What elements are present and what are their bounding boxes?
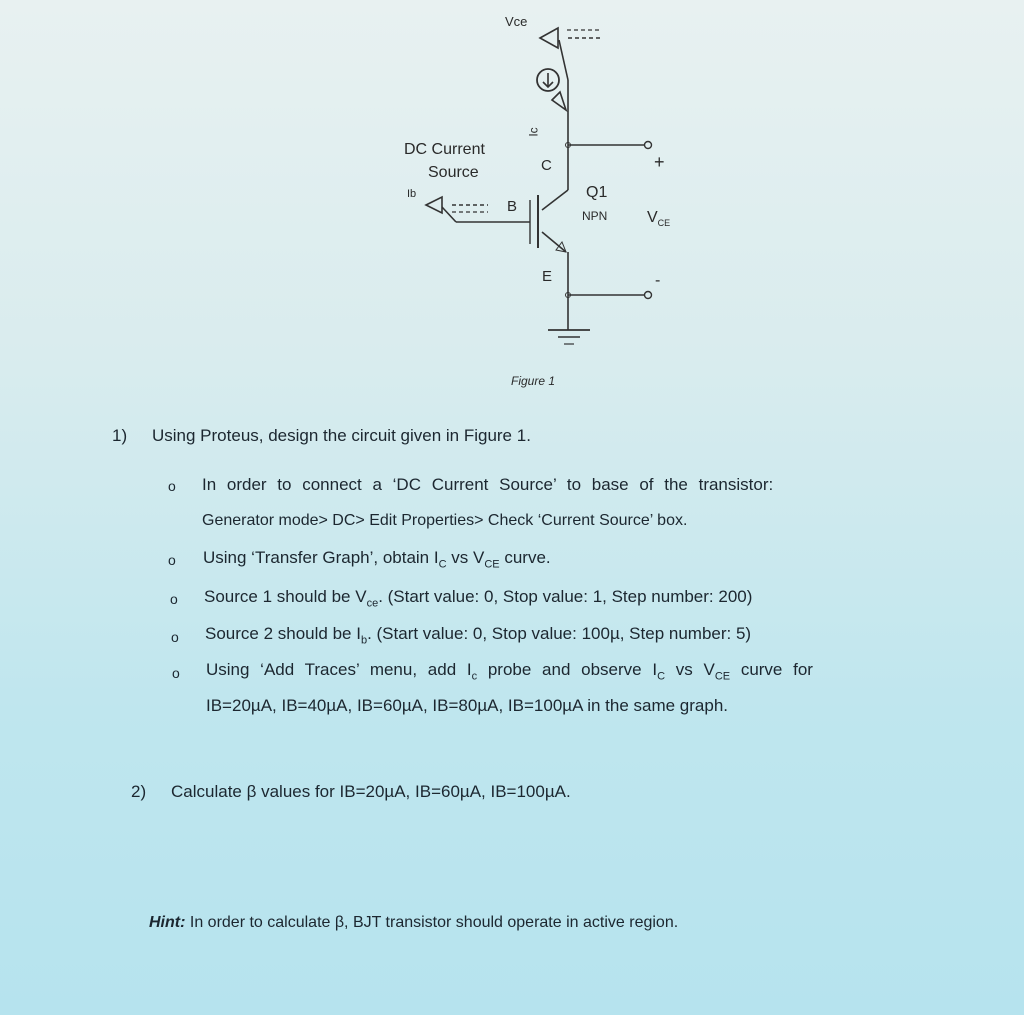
bullet-2-text: Using ‘Transfer Graph’, obtain $I_C$ vs $V_{CE}$ curve. <box>203 548 551 571</box>
collector-label: C <box>541 157 552 174</box>
bullet-1: o <box>168 478 176 494</box>
bullet-4-text: Source 2 should be $I_b$. (Start value: 0, Stop value: 100µ, Step number: 5) <box>205 624 752 647</box>
vce-source-label: Vce <box>505 14 528 29</box>
ib-label: Ib <box>407 188 417 200</box>
bullet-1-line2: Generator mode> DC> Edit Properties> Check ‘Current Source’ box. <box>202 512 688 529</box>
bullet-3: o <box>170 591 178 607</box>
dc-source-label-line2: Source <box>428 164 479 181</box>
bullet-2: o <box>168 552 176 568</box>
ic-probe-arrow <box>552 92 566 110</box>
task2-text: Calculate β values for IB=20µA, IB=60µA, IB=100µA. <box>171 782 571 801</box>
bullet-5: o <box>172 665 180 681</box>
ic-probe-label: Ic <box>526 127 541 137</box>
vce-terminal-label: $V_{CE}$ <box>647 209 671 229</box>
base-label: B <box>507 198 518 215</box>
plus-terminal-label: + <box>654 152 665 172</box>
task1-number: 1) <box>112 426 128 445</box>
bullet-4: o <box>171 629 179 645</box>
hint: Hint: In order to calculate β, BJT transistor should operate in active region. <box>149 914 679 931</box>
vce-generator-arrow <box>540 28 558 48</box>
dc-source-label-line1: DC Current <box>404 141 485 158</box>
bullet-1-line1: In order to connect a ‘DC Current Source’ to base of the transistor: <box>202 475 774 494</box>
bullet-5-line1: Using ‘Add Traces’ menu, add $I_c$ probe and observe $I_C$ vs $V_{CE}$ curve for <box>206 660 813 683</box>
figure-caption: Figure 1 <box>511 374 556 388</box>
ib-generator-arrow <box>426 197 442 213</box>
bullet-3-text: Source 1 should be $V_{ce}$. (Start value: 0, Stop value: 1, Step number: 200) <box>204 587 753 610</box>
task2-number: 2) <box>131 782 147 801</box>
transistor-name-label: Q1 <box>586 184 608 201</box>
minus-terminal-label: - <box>655 272 661 289</box>
task1-text: Using Proteus, design the circuit given in Figure 1. <box>152 426 531 445</box>
vce-wire <box>559 40 568 80</box>
emitter-label: E <box>542 268 553 285</box>
transistor-type-label: NPN <box>582 209 608 223</box>
bullet-5-line2: IB=20µA, IB=40µA, IB=60µA, IB=80µA, IB=100µA in the same graph. <box>206 696 728 715</box>
